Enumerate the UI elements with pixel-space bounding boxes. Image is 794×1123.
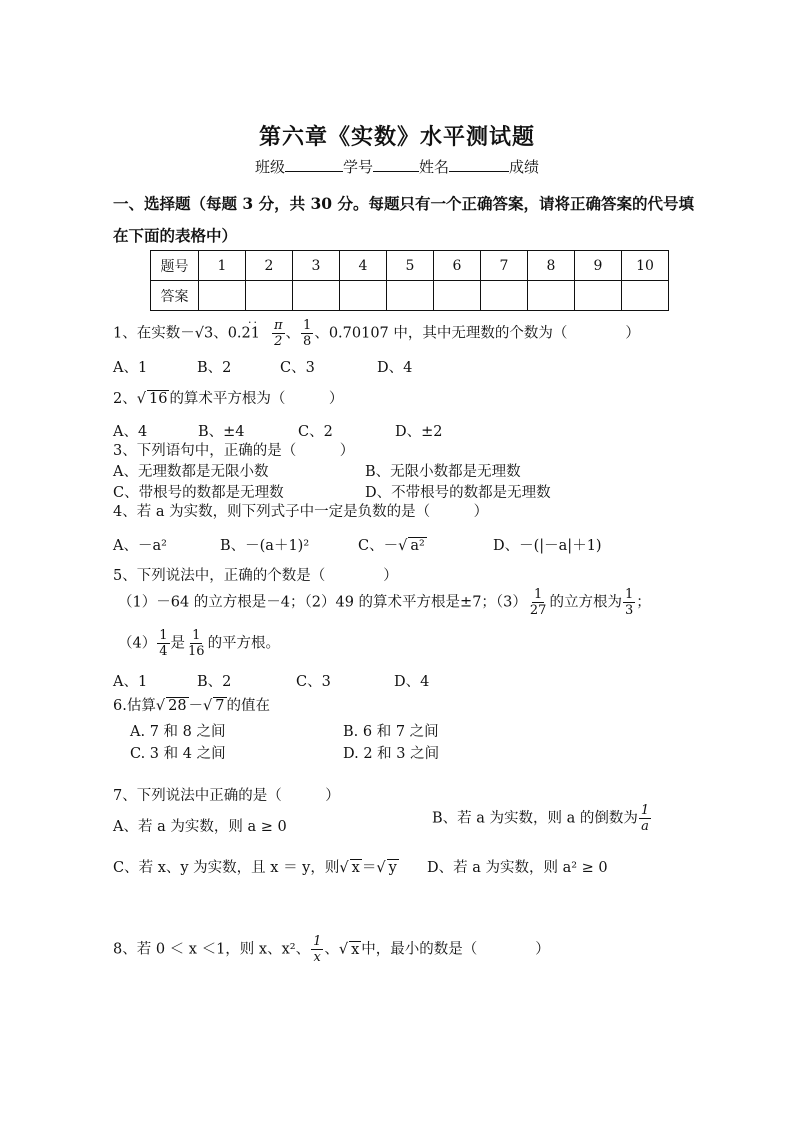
name-label: 姓名: [419, 158, 450, 176]
frac-den: 4: [159, 644, 168, 659]
q8-end: 中，最小的数是（ ）: [361, 941, 550, 958]
q5-option-b[interactable]: B、2: [197, 674, 232, 690]
answer-cell[interactable]: [293, 281, 340, 311]
q7-c-eq: ＝: [361, 860, 377, 876]
q5-statement-4: [118, 628, 280, 659]
table-num: 1: [199, 251, 246, 281]
q5-option-d[interactable]: D、4: [394, 674, 430, 690]
q2-option-d[interactable]: D、±2: [395, 424, 443, 440]
q1-option-d[interactable]: D、4: [377, 360, 413, 376]
table-num: 7: [481, 251, 528, 281]
q1-frac-pi: [272, 318, 285, 349]
q3-option-c[interactable]: C、带根号的数都是无理数: [113, 485, 284, 501]
q7-c-radicand-2: y: [388, 860, 397, 876]
id-label: 学号: [342, 158, 373, 176]
answer-cell[interactable]: [199, 281, 246, 311]
frac-den: 3: [624, 603, 634, 618]
q2-option-c[interactable]: C、2: [298, 424, 333, 440]
table-num: 3: [293, 251, 340, 281]
table-answer-label: 答案: [151, 281, 199, 311]
answer-cell[interactable]: [575, 281, 622, 311]
frac-num: 1: [192, 628, 201, 643]
q6-radicand-2: 7: [215, 698, 225, 714]
answer-cell[interactable]: [387, 281, 434, 311]
frac-num: 1: [159, 628, 168, 643]
frac-den: 2: [274, 334, 283, 349]
frac-num: 1: [640, 803, 650, 818]
q7-option-c[interactable]: C、若 x、y 为实数，且 x ＝ y，则√ x ＝√ y: [113, 860, 397, 876]
q5-frac-1-3: [623, 587, 635, 618]
q7-b-text: B、若 a 为实数，则 a 的倒数为: [432, 810, 638, 827]
section1-heading: 一、选择题（每题 3 分，共 30 分。每题只有一个正确答案，请将正确答案的代号填: [113, 194, 694, 213]
q7-option-a[interactable]: A、若 a 为实数，则 a ≥ 0: [113, 819, 287, 835]
table-row-answers: [151, 281, 669, 311]
q5-s2-mid: 是: [170, 635, 186, 652]
q3-option-b[interactable]: B、无限小数都是无理数: [365, 464, 521, 480]
table-num: 8: [528, 251, 575, 281]
answer-cell[interactable]: [340, 281, 387, 311]
q4-option-d[interactable]: D、－(|－a|＋1): [493, 538, 602, 554]
q7-frac-1-a: [639, 803, 651, 834]
frac-den: x: [313, 950, 321, 965]
q8-mid: 、: [324, 941, 339, 958]
q5-s2: （4）: [118, 635, 157, 652]
q4-option-c[interactable]: C、－√ a²: [358, 538, 425, 554]
section1-heading-cont: 在下面的表格中）: [113, 226, 238, 245]
table-header-label: 题号: [151, 251, 199, 281]
q8-text: 8、若 0 ＜ x ＜1，则 x、x²、: [113, 941, 311, 958]
student-info-line: [0, 156, 794, 177]
frac-den: 27: [529, 603, 547, 618]
q2-option-a[interactable]: A、4: [113, 424, 148, 440]
question-2: 2、√ 16 的算术平方根为（ ）: [113, 391, 344, 407]
frac-num: 1: [624, 587, 634, 602]
q8-radicand: x: [351, 941, 360, 958]
q4-c-radicand: a²: [410, 538, 425, 554]
q1-option-a[interactable]: A、1: [113, 360, 148, 376]
q6-option-c[interactable]: C. 3 和 4 之间: [130, 746, 226, 762]
q5-frac-1-4: [157, 628, 169, 659]
question-5: 5、下列说法中，正确的个数是（ ）: [113, 568, 398, 584]
q1-numbers: －√3、0.21: [180, 325, 260, 342]
q5-s1: （1）－64 的立方根是－4；（2）49 的算术平方根是±7；（3）: [118, 594, 527, 611]
q1-prefix: 1、在实数: [113, 325, 181, 342]
question-8: 8、若 0 ＜ x ＜1，则 x、x²、 $\frac{1}{x}$ 、√ x 中，最小的数是（ ）: [113, 934, 550, 965]
answer-cell[interactable]: [481, 281, 528, 311]
question-1: 1、在实数－√3、0.21·· $\frac{\pi}{2}$ 、 $\frac{1}{8}$ 、0.70107 中，其中无理数的个数为（ ）: [113, 315, 640, 349]
table-num: 4: [340, 251, 387, 281]
frac-den: 16: [188, 644, 205, 659]
q7-option-d[interactable]: D、若 a 为实数，则 a² ≥ 0: [427, 860, 608, 876]
frac-num: π: [273, 318, 283, 333]
q2-radicand: 16: [148, 391, 168, 407]
q1-frac-1-8: [301, 318, 313, 349]
q2-text: 的算术平方根为（ ）: [169, 391, 344, 407]
q5-option-c[interactable]: C、3: [296, 674, 331, 690]
score-label: 成绩: [509, 158, 540, 176]
table-num: 5: [387, 251, 434, 281]
table-num: 9: [575, 251, 622, 281]
q6-minus: －: [188, 698, 204, 714]
answer-cell[interactable]: [246, 281, 293, 311]
name-blank[interactable]: [449, 157, 509, 172]
q1-option-b[interactable]: B、2: [197, 360, 232, 376]
answer-cell[interactable]: [528, 281, 575, 311]
answer-table: [150, 250, 669, 311]
q3-option-a[interactable]: A、无理数都是无限小数: [113, 464, 269, 480]
table-num: 10: [622, 251, 669, 281]
q5-s1-mid: 的立方根为: [549, 594, 622, 611]
q6-prefix: 6.估算: [113, 698, 156, 714]
q6-option-d[interactable]: D. 2 和 3 之间: [343, 746, 440, 762]
q4-option-a[interactable]: A、－a²: [113, 538, 167, 554]
q1-repeat-dots: ··: [247, 315, 259, 329]
q6-option-a[interactable]: A. 7 和 8 之间: [130, 724, 226, 740]
page-title: 第六章《实数》水平测试题: [258, 124, 535, 150]
frac-num: 1: [303, 318, 312, 333]
q5-s2-end: 的平方根。: [207, 635, 281, 652]
table-num: 6: [434, 251, 481, 281]
q3-option-d[interactable]: D、不带根号的数都是无理数: [365, 485, 551, 501]
answer-cell[interactable]: [622, 281, 669, 311]
question-3: 3、下列语句中，正确的是（ ）: [113, 443, 355, 459]
q2-option-b[interactable]: B、±4: [198, 424, 245, 440]
q7-option-b[interactable]: [432, 803, 652, 834]
id-blank[interactable]: [373, 157, 419, 172]
frac-num: 1: [534, 587, 543, 602]
q6-option-b[interactable]: B. 6 和 7 之间: [343, 724, 439, 740]
frac-num: 1: [313, 934, 322, 949]
q6-radicand-1: 28: [168, 698, 187, 714]
q7-c-radicand-1: x: [351, 860, 360, 876]
q5-statement-1-3: [118, 587, 651, 618]
q5-frac-1-27: [528, 587, 549, 618]
q5-option-a[interactable]: A、1: [113, 674, 148, 690]
q1-option-c[interactable]: C、3: [280, 360, 315, 376]
q6-end: 的值在: [226, 698, 271, 714]
frac-den: a: [641, 819, 649, 834]
class-blank[interactable]: [285, 157, 343, 172]
q5-frac-1-16: [186, 628, 207, 659]
question-7: 7、下列说法中正确的是（ ）: [113, 788, 340, 804]
table-num: 2: [246, 251, 293, 281]
answer-cell[interactable]: [434, 281, 481, 311]
q8-frac-1-x: [311, 934, 323, 965]
table-row-numbers: [151, 251, 669, 281]
q5-s1-end: ；: [636, 594, 651, 611]
q2-prefix: 2、: [113, 391, 137, 407]
frac-den: 8: [303, 334, 312, 349]
q1-text: 0.70107 中，其中无理数的个数为（ ）: [328, 325, 640, 342]
question-4: 4、若 a 为实数，则下列式子中一定是负数的是（ ）: [113, 504, 489, 520]
q4-c-label: C、－: [358, 538, 399, 554]
q4-option-b[interactable]: B、－(a＋1)²: [220, 538, 310, 554]
q7-c-text: C、若 x、y 为实数，且 x ＝ y，则: [113, 860, 340, 876]
question-6: 6.估算√ 28 －√ 7 的值在: [113, 698, 271, 714]
class-label: 班级: [254, 158, 285, 176]
